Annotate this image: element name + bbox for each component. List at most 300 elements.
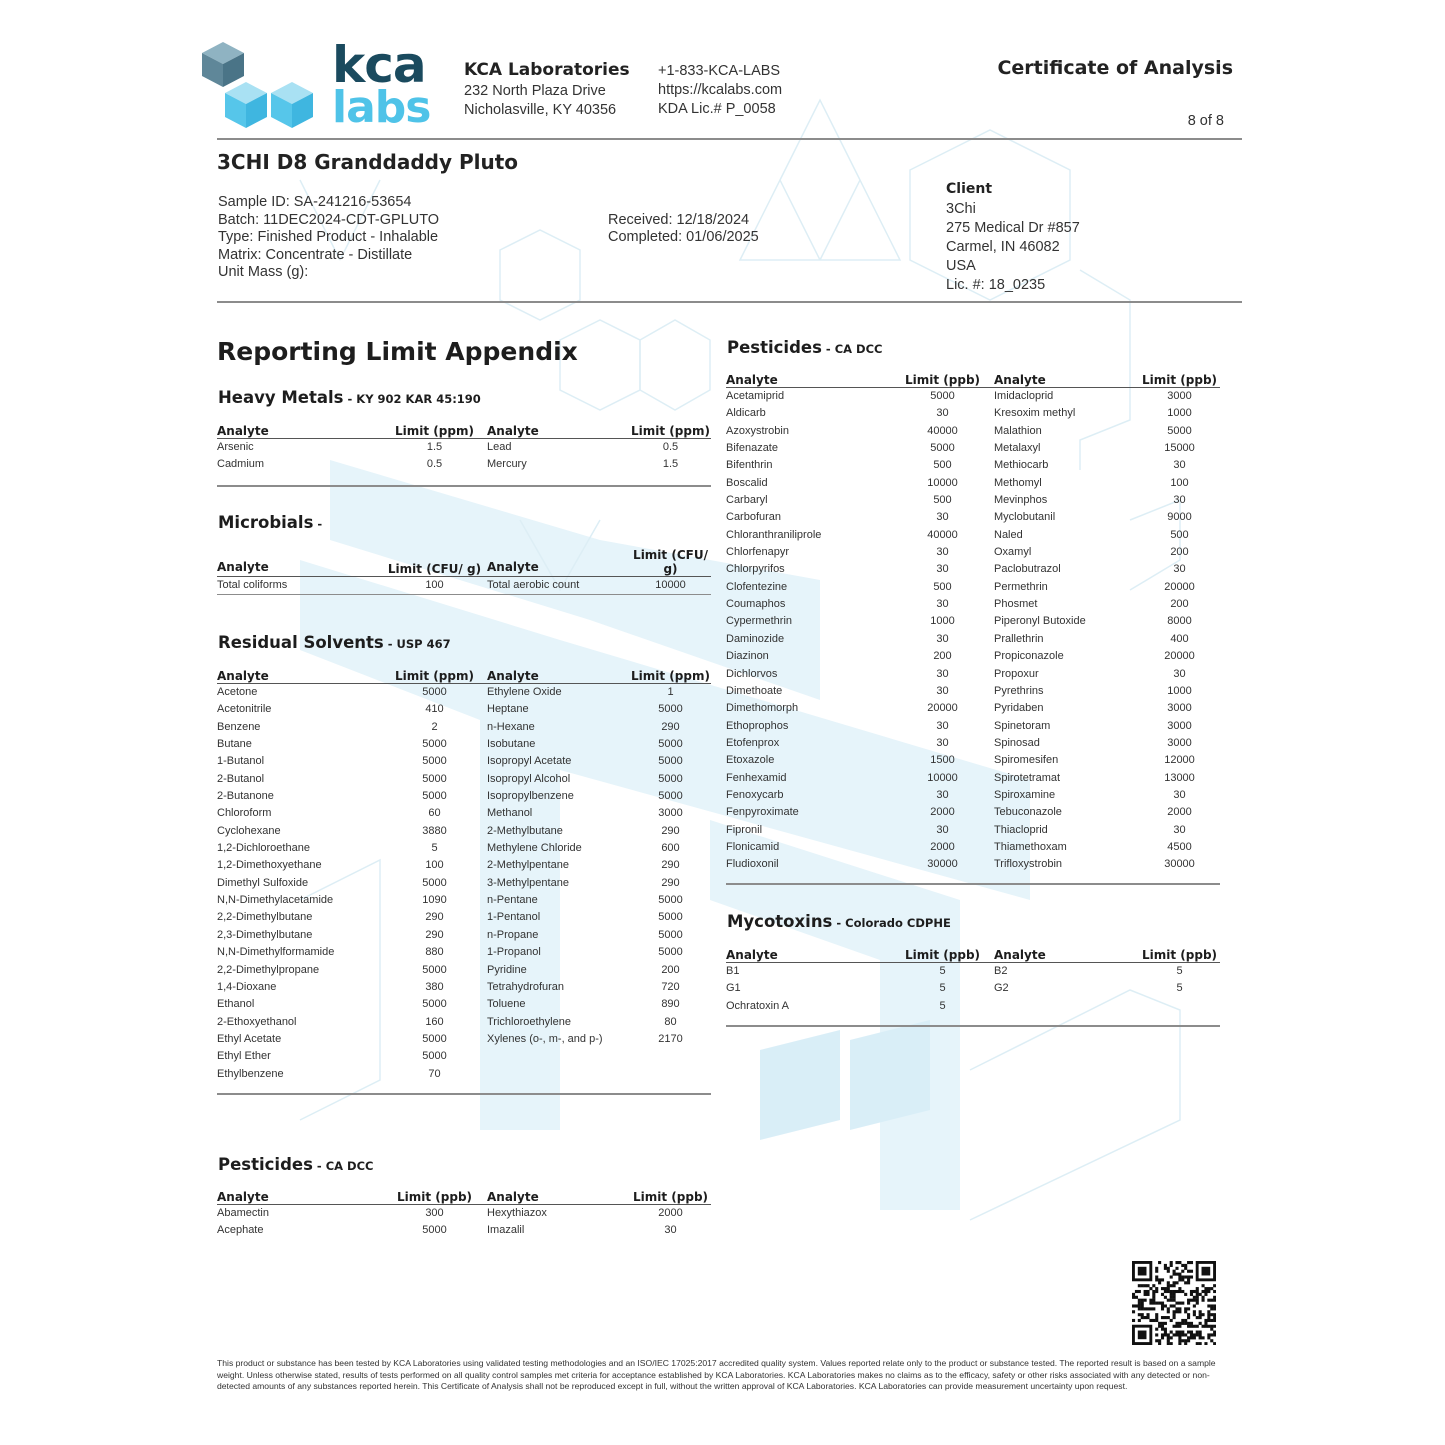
client-license: Lic. #: 18_0235 (946, 277, 1046, 293)
analyte-cell: Imazalil (487, 1224, 525, 1237)
analyte-cell: Arsenic (217, 441, 254, 453)
analyte-cell: Lead (487, 441, 512, 453)
limit-cell: 200 (933, 650, 952, 663)
limit-cell: 60 (428, 807, 441, 820)
limit-cell: 20000 (927, 702, 958, 715)
column-header: Analyte (726, 373, 891, 388)
analyte-cell: Daminozide (726, 632, 785, 645)
pesticides-right-method: - CA DCC (821, 342, 883, 356)
limit-cell: 100 (425, 859, 444, 872)
table-row (217, 1222, 711, 1239)
client-street: 275 Medical Dr #857 (946, 220, 1080, 236)
limit-cell: 1.5 (662, 458, 679, 471)
mycotoxins-table (726, 948, 1220, 1015)
analyte-cell: Ethanol (217, 998, 255, 1011)
limit-cell: 5000 (658, 772, 683, 785)
column-header: Analyte (487, 669, 630, 684)
limit-cell: 5000 (658, 755, 683, 768)
table-header-row (217, 1190, 711, 1205)
analyte-cell: Paclobutrazol (994, 563, 1061, 576)
limit-cell: 5000 (658, 928, 683, 941)
table-row (217, 1031, 711, 1048)
analyte-cell: Dimethyl Sulfoxide (217, 876, 309, 889)
limit-cell: 0.5 (662, 441, 679, 453)
column-header: Analyte (217, 548, 382, 577)
limit-cell: 30 (936, 511, 949, 524)
pesticides-left-title-text: Pesticides (218, 1155, 313, 1174)
table-row (726, 440, 1220, 457)
limit-cell: 30 (936, 667, 949, 680)
analyte-cell: Boscalid (726, 476, 768, 489)
table-row (726, 856, 1220, 873)
analyte-cell: Thiacloprid (994, 823, 1048, 836)
limit-cell (630, 1048, 711, 1065)
unit-mass: Unit Mass (g): (218, 264, 309, 280)
analyte-cell: G1 (726, 982, 741, 995)
limit-cell: 5000 (422, 686, 447, 698)
table-row (217, 719, 711, 736)
table-row (217, 927, 711, 944)
limit-cell: 8000 (1167, 615, 1192, 628)
page-number: 8 of 8 (1187, 113, 1224, 129)
client-country: USA (946, 258, 976, 274)
table-row (726, 457, 1220, 474)
limit-cell (1139, 998, 1220, 1015)
sample-id: Sample ID: SA-241216-53654 (218, 194, 412, 210)
analyte-cell: Naled (994, 528, 1023, 541)
limit-cell: 200 (1170, 598, 1189, 611)
analyte-cell: Phosmet (994, 598, 1038, 611)
analyte-cell: 2,3-Dimethylbutane (217, 928, 313, 941)
analyte-cell: Butane (217, 738, 252, 751)
limit-cell: 5 (939, 965, 946, 977)
limit-cell: 5000 (658, 894, 683, 907)
analyte-cell: 2-Methylpentane (487, 859, 569, 872)
analyte-cell: n-Pentane (487, 894, 538, 907)
analyte-cell: 1,2-Dimethoxyethane (217, 859, 322, 872)
analyte-cell: Isopropyl Alcohol (487, 772, 571, 785)
analyte-cell: 1,2-Dichloroethane (217, 842, 310, 855)
limit-cell: 160 (425, 1015, 444, 1028)
table-row (217, 979, 711, 996)
received-date: Received: 12/18/2024 (608, 212, 750, 228)
column-header: Limit (CFU/ g) (630, 548, 711, 577)
analyte-cell: Carbaryl (726, 494, 768, 507)
table-row (217, 840, 711, 857)
limit-cell: 500 (933, 494, 952, 507)
analyte-cell: Clofentezine (726, 580, 788, 593)
limit-cell: 10000 (927, 476, 958, 489)
column-header: Limit (ppm) (631, 424, 710, 438)
analyte-cell: Mevinphos (994, 494, 1048, 507)
table-row (726, 475, 1220, 492)
analyte-cell: Coumaphos (726, 598, 786, 611)
limit-cell: 3000 (1167, 736, 1192, 749)
analyte-cell: Permethrin (994, 580, 1048, 593)
analyte-cell (487, 1066, 630, 1083)
analyte-cell: n-Hexane (487, 720, 535, 733)
table-row (726, 822, 1220, 839)
table-row (217, 909, 711, 926)
analyte-cell: Benzene (217, 720, 261, 733)
limit-cell: 400 (1170, 632, 1189, 645)
limit-cell: 30 (936, 598, 949, 611)
limit-cell: 720 (661, 980, 680, 993)
pesticides-left-title (218, 1155, 373, 1174)
limit-cell: 40000 (927, 528, 958, 541)
analyte-cell: 2-Ethoxyethanol (217, 1015, 297, 1028)
limit-cell: 5000 (422, 1224, 447, 1237)
limit-cell: 30 (1173, 459, 1186, 472)
limit-cell: 5 (1176, 982, 1183, 995)
table-row (217, 1014, 711, 1031)
header-divider (217, 138, 1242, 140)
limit-cell: 30 (664, 1224, 677, 1237)
limit-cell: 5000 (422, 1050, 447, 1063)
limit-cell: 5000 (930, 442, 955, 455)
analyte-cell: Methomyl (994, 476, 1042, 489)
column-header: Analyte (217, 1190, 382, 1205)
sample-type: Type: Finished Product - Inhalable (218, 229, 439, 245)
analyte-cell: Spinosad (994, 736, 1040, 749)
analyte-cell: Malathion (994, 424, 1042, 437)
column-header: Limit (ppb) (382, 1190, 487, 1205)
column-header: Limit (CFU/ g) (382, 548, 487, 577)
analyte-cell: Hexythiazox (487, 1207, 547, 1219)
analyte-cell: Total aerobic count (487, 577, 630, 595)
table-row (217, 944, 711, 961)
limit-cell: 12000 (1164, 754, 1195, 767)
residual-solvents-title-text: Residual Solvents (218, 633, 384, 652)
residual-solvents-table (217, 669, 711, 1083)
analyte-cell: Chloranthraniliprole (726, 528, 822, 541)
client-name: 3Chi (946, 201, 976, 217)
table-row (217, 771, 711, 788)
analyte-cell: Fipronil (726, 823, 763, 836)
heavy-metals-title (218, 388, 481, 407)
product-name: 3CHI D8 Granddaddy Pluto (217, 150, 519, 174)
table-row (217, 823, 711, 840)
analyte-cell: Heptane (487, 703, 529, 716)
analyte-cell: 3-Methylpentane (487, 876, 569, 889)
analyte-cell: 2-Butanone (217, 790, 274, 803)
analyte-cell: Imidacloprid (994, 390, 1054, 402)
limit-cell: 0.5 (426, 458, 443, 471)
column-header: Limit (ppb) (891, 948, 994, 963)
analyte-cell: Propoxur (994, 667, 1039, 680)
pesticides-left-method: - CA DCC (312, 1159, 374, 1173)
analyte-cell: Aldicarb (726, 407, 766, 420)
analyte-cell: Bifenthrin (726, 459, 773, 472)
lab-address-line1: 232 North Plaza Drive (464, 83, 606, 99)
limit-cell: 5 (939, 999, 946, 1012)
limit-cell: 30 (1173, 788, 1186, 801)
table-row (217, 805, 711, 822)
analyte-cell: Trifloxystrobin (994, 858, 1063, 871)
table-row (217, 736, 711, 753)
limit-cell: 30 (1173, 494, 1186, 507)
limit-cell: 5 (939, 982, 946, 995)
analyte-cell: Fludioxonil (726, 858, 779, 871)
pesticides-right-table (726, 373, 1220, 874)
limit-cell: 2170 (658, 1032, 683, 1045)
analyte-cell: Xylenes (o-, m-, and p-) (487, 1032, 603, 1045)
table-row (217, 1066, 711, 1083)
limit-cell: 5000 (658, 703, 683, 716)
column-header: Limit (ppb) (1139, 948, 1220, 963)
table-row (217, 701, 711, 718)
limit-cell: 2000 (658, 1207, 683, 1219)
table-row (217, 1205, 711, 1223)
limit-cell: 1.5 (426, 441, 443, 453)
microbials-method: - (313, 517, 323, 531)
analyte-cell: Fenhexamid (726, 771, 787, 784)
analyte-cell: Isobutane (487, 738, 536, 751)
client-label: Client (946, 181, 993, 197)
table-row (726, 388, 1220, 406)
table-row (726, 770, 1220, 787)
residual-solvents-method: - USP 467 (383, 637, 451, 651)
analyte-cell: Ethyl Ether (217, 1050, 271, 1063)
table-header-row (217, 548, 711, 577)
limit-cell: 3880 (422, 824, 447, 837)
table-row (726, 561, 1220, 578)
limit-cell: 20000 (1164, 580, 1195, 593)
column-header: Analyte (487, 424, 630, 439)
analyte-cell: Prallethrin (994, 632, 1044, 645)
table-row (726, 527, 1220, 544)
limit-cell: 2000 (930, 806, 955, 819)
limit-cell: 2000 (1167, 806, 1192, 819)
analyte-cell: Flonicamid (726, 840, 780, 853)
limit-cell: 500 (1170, 528, 1189, 541)
limit-cell: 40000 (927, 424, 958, 437)
analyte-cell: Methanol (487, 807, 533, 820)
analyte-cell: Methiocarb (994, 459, 1049, 472)
microbials-title (218, 513, 322, 532)
table-row (726, 405, 1220, 422)
table-row (217, 456, 711, 473)
limit-cell: 30 (936, 823, 949, 836)
limit-cell: 380 (425, 980, 444, 993)
pesticides-left-table (217, 1190, 711, 1240)
mycotoxins-title-text: Mycotoxins (727, 912, 833, 931)
analyte-cell: Fenoxycarb (726, 788, 784, 801)
analyte-cell: 1,4-Dioxane (217, 980, 277, 993)
lab-phone: +1-833-KCA-LABS (658, 63, 781, 79)
limit-cell: 5000 (422, 790, 447, 803)
analyte-cell: Cyclohexane (217, 824, 281, 837)
column-header: Analyte (487, 1190, 630, 1205)
microbials-table (217, 548, 711, 595)
table-row (726, 980, 1220, 997)
analyte-cell: B1 (726, 965, 740, 977)
table-row (726, 700, 1220, 717)
lab-website[interactable]: https://kcalabs.com (658, 82, 783, 98)
table-header-row (217, 424, 711, 439)
analyte-cell: Spinetoram (994, 719, 1051, 732)
column-header: Limit (ppm) (382, 669, 487, 684)
table-row (726, 718, 1220, 735)
analyte-cell: Tebuconazole (994, 806, 1062, 819)
limit-cell: 30 (936, 546, 949, 559)
analyte-cell: Kresoxim methyl (994, 407, 1076, 420)
column-header: Analyte (726, 948, 891, 963)
table-header-row (726, 373, 1220, 388)
document-title: Certificate of Analysis (997, 57, 1233, 79)
lab-name: KCA Laboratories (464, 60, 630, 80)
limit-cell: 2 (431, 720, 438, 733)
analyte-cell: G2 (994, 982, 1009, 995)
lab-address-line2: Nicholasville, KY 40356 (464, 102, 617, 118)
limit-cell: 5000 (422, 963, 447, 976)
limit-cell: 100 (1170, 476, 1189, 489)
table-row (726, 666, 1220, 683)
column-header: Analyte (994, 948, 1139, 963)
table-row (726, 631, 1220, 648)
section-divider (726, 883, 1220, 885)
limit-cell: 30 (936, 684, 949, 697)
analyte-cell: 1-Propanol (487, 946, 541, 959)
table-row (726, 683, 1220, 700)
analyte-cell: Mercury (487, 458, 527, 471)
analyte-cell: 2,2-Dimethylpropane (217, 963, 320, 976)
analyte-cell: 2,2-Dimethylbutane (217, 911, 313, 924)
analyte-cell: Etofenprox (726, 736, 780, 749)
table-header-row (217, 669, 711, 684)
analyte-cell: 1-Butanol (217, 755, 265, 768)
pesticides-right-title (727, 338, 882, 357)
section-divider (217, 1093, 711, 1095)
limit-cell: 5000 (930, 390, 955, 402)
limit-cell: 30 (1173, 563, 1186, 576)
table-row (726, 735, 1220, 752)
analyte-cell: Ethylbenzene (217, 1067, 284, 1080)
section-divider (217, 485, 711, 487)
analyte-cell: Dimethomorph (726, 702, 799, 715)
analyte-cell: Ethyl Acetate (217, 1032, 282, 1045)
analyte-cell: Isopropyl Acetate (487, 755, 572, 768)
limit-cell: 13000 (1164, 771, 1195, 784)
limit-cell: 5000 (422, 998, 447, 1011)
analyte-cell: Thiamethoxam (994, 840, 1067, 853)
analyte-cell: Trichloroethylene (487, 1015, 571, 1028)
appendix-title: Reporting Limit Appendix (217, 337, 578, 366)
limit-cell: 100 (382, 577, 487, 595)
matrix: Matrix: Concentrate - Distillate (218, 247, 413, 263)
kca-cubes-logo-icon (202, 42, 317, 130)
limit-cell: 600 (661, 842, 680, 855)
analyte-cell: Chlorpyrifos (726, 563, 785, 576)
analyte-cell: Diazinon (726, 650, 769, 663)
limit-cell: 30 (1173, 667, 1186, 680)
column-header: Limit (ppb) (1139, 373, 1220, 388)
limit-cell: 30000 (1164, 858, 1195, 871)
limit-cell: 290 (661, 876, 680, 889)
limit-cell: 5000 (658, 946, 683, 959)
limit-cell: 200 (1170, 546, 1189, 559)
mycotoxins-method: - Colorado CDPHE (832, 916, 951, 930)
analyte-cell: Pyrethrins (994, 684, 1044, 697)
analyte-cell: Myclobutanil (994, 511, 1056, 524)
analyte-cell: Isopropylbenzene (487, 790, 574, 803)
limit-cell: 20000 (1164, 650, 1195, 663)
analyte-cell: Spiroxamine (994, 788, 1056, 801)
table-row (726, 596, 1220, 613)
limit-cell: 30 (936, 788, 949, 801)
analyte-cell: Dichlorvos (726, 667, 778, 680)
column-header: Limit (ppm) (382, 424, 487, 439)
analyte-cell: Pyridaben (994, 702, 1044, 715)
analyte-cell: Spiromesifen (994, 754, 1059, 767)
analyte-cell: Oxamyl (994, 546, 1032, 559)
analyte-cell: Ethylene Oxide (487, 686, 562, 698)
limit-cell: 290 (425, 928, 444, 941)
qr-code-icon[interactable] (1132, 1261, 1216, 1345)
limit-cell: 290 (661, 824, 680, 837)
table-row (217, 684, 711, 702)
analyte-cell: Azoxystrobin (726, 424, 789, 437)
analyte-cell: Methylene Chloride (487, 842, 582, 855)
lab-license: KDA Lic.# P_0058 (658, 101, 776, 117)
limit-cell: 5 (431, 842, 438, 855)
analyte-cell: Bifenazate (726, 442, 778, 455)
limit-cell: 5000 (658, 911, 683, 924)
limit-cell: 1000 (1167, 407, 1192, 420)
limit-cell: 2000 (930, 840, 955, 853)
table-row (726, 613, 1220, 630)
table-row (726, 579, 1220, 596)
analyte-cell: N,N-Dimethylacetamide (217, 894, 334, 907)
table-row (217, 1048, 711, 1065)
limit-cell: 5000 (658, 738, 683, 751)
limit-cell: 5000 (1167, 424, 1192, 437)
limit-cell: 1 (667, 686, 674, 698)
batch: Batch: 11DEC2024-CDT-GPLUTO (218, 212, 440, 228)
analyte-cell: Ochratoxin A (726, 999, 789, 1012)
limit-cell: 5000 (422, 755, 447, 768)
analyte-cell: Tetrahydrofuran (487, 980, 565, 993)
limit-cell: 5 (1176, 965, 1183, 977)
limit-cell: 500 (933, 580, 952, 593)
limit-cell: 500 (933, 459, 952, 472)
limit-cell: 30 (1173, 823, 1186, 836)
analyte-cell: Abamectin (217, 1207, 269, 1219)
limit-cell: 290 (661, 720, 680, 733)
column-header: Limit (ppm) (631, 669, 710, 683)
analyte-cell: Etoxazole (726, 754, 775, 767)
limit-cell: 5000 (422, 876, 447, 889)
analyte-cell: Piperonyl Butoxide (994, 615, 1086, 628)
analyte-cell: Acetonitrile (217, 703, 272, 716)
analyte-cell: B2 (994, 965, 1008, 977)
limit-cell: 30 (936, 407, 949, 420)
limit-cell: 1000 (930, 615, 955, 628)
analyte-cell: Acetone (217, 686, 258, 698)
column-header: Limit (ppb) (891, 373, 994, 388)
limit-cell: 3000 (1167, 702, 1192, 715)
analyte-cell: Chlorfenapyr (726, 546, 789, 559)
column-header: Analyte (217, 424, 382, 439)
heavy-metals-method: - KY 902 KAR 45:190 (343, 392, 481, 406)
mycotoxins-title (727, 912, 951, 931)
limit-cell: 3000 (1167, 390, 1192, 402)
table-row (726, 492, 1220, 509)
column-header: Limit (ppb) (630, 1190, 711, 1205)
analyte-cell: Acephate (217, 1224, 264, 1237)
table-row (726, 544, 1220, 561)
table-row (217, 875, 711, 892)
